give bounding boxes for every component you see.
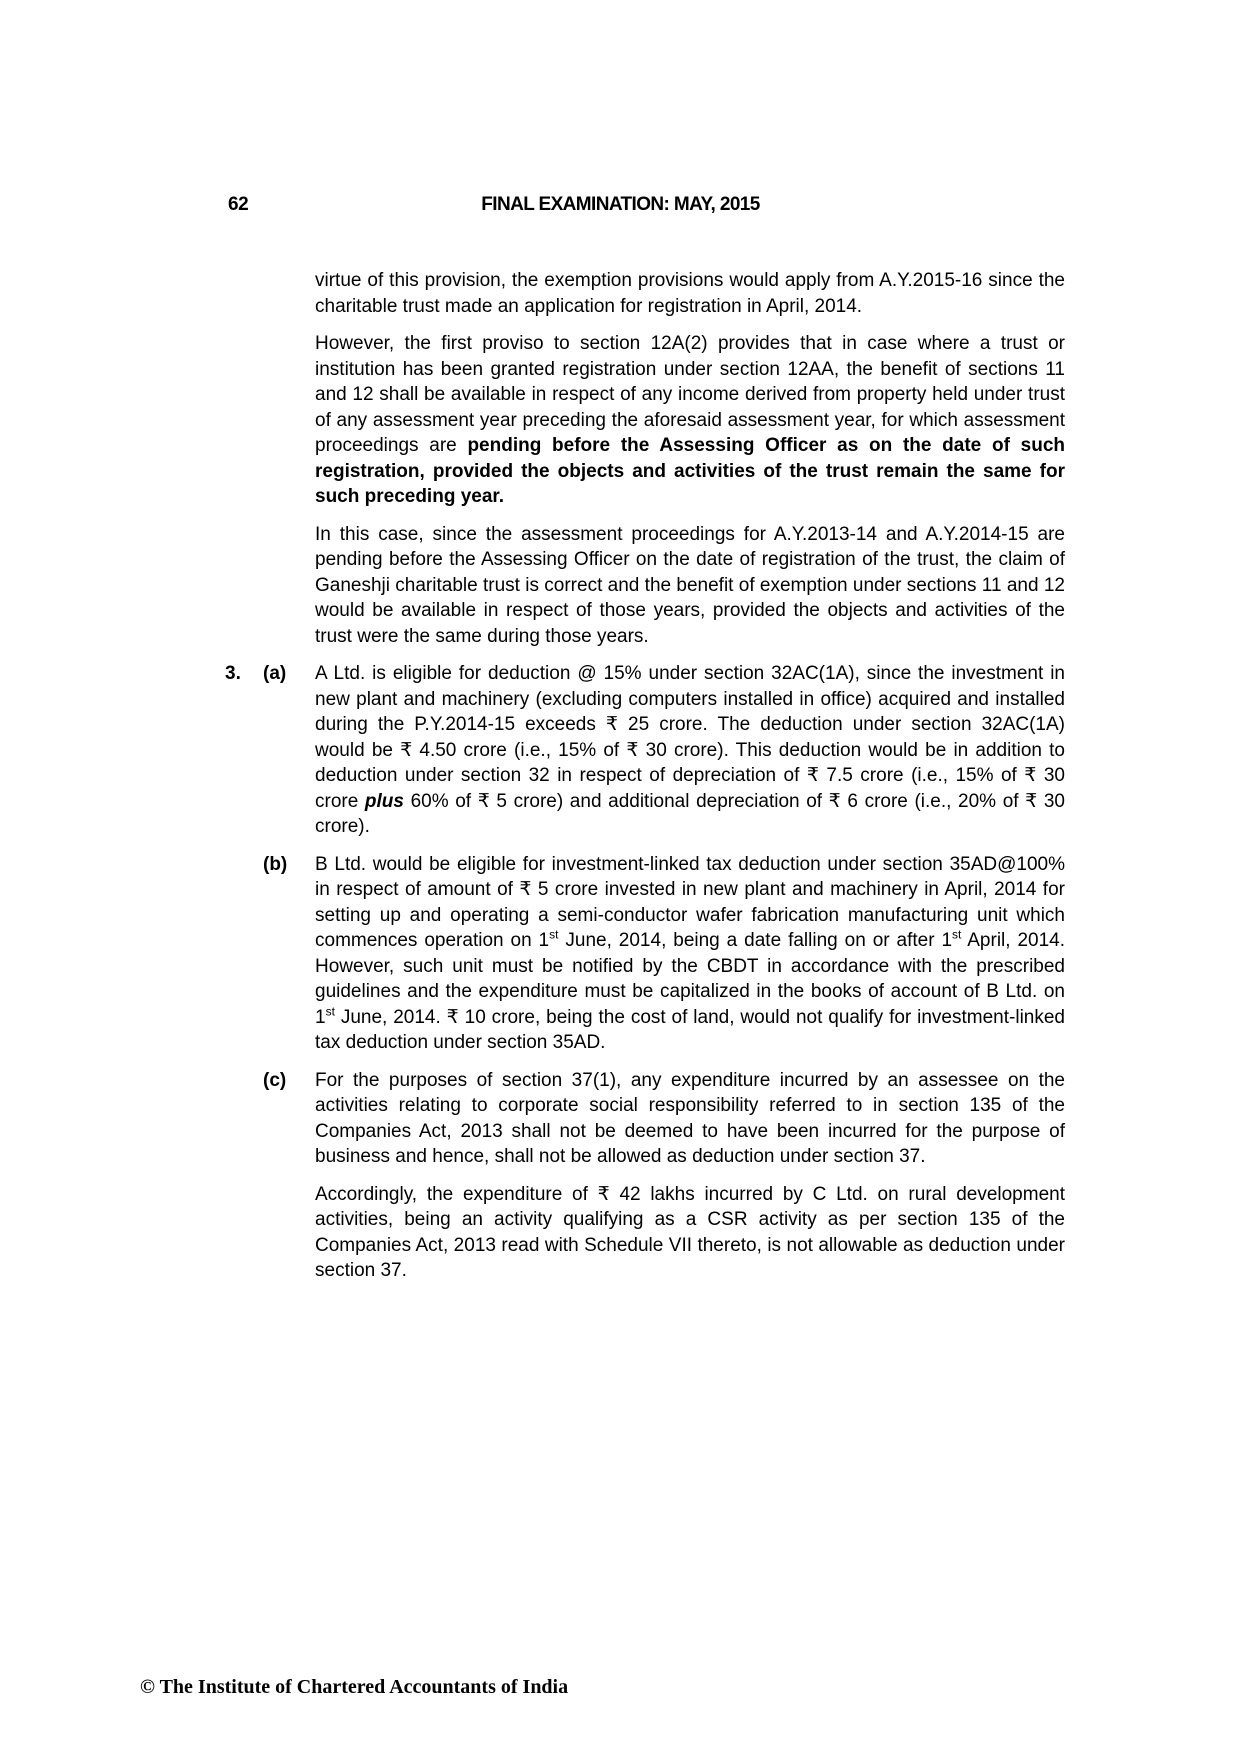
item-b-ordinal-2: st — [952, 927, 962, 942]
item-b-text-4: June, 2014. ₹ 10 crore, being the cost of land, would not qualify for investment-linked tax deduction under section 35AD. — [315, 1006, 1065, 1053]
item-a-text-2: 60% of ₹ 5 crore) and additional depreciation of ₹ 6 crore (i.e., 20% of ₹ 30 crore). — [315, 790, 1065, 837]
item-b-ordinal-3: st — [325, 1004, 335, 1019]
proviso-normal-text: However, the first proviso to section 12A(2) provides that in case where a trust or institution has been granted registration under section 12AA, the benefit of sections 11 and 12 shall be available in respect of any income derived from property held under trust of any assessment year preceding the aforesaid assessment year, for which assessment proceedings are — [315, 333, 1065, 456]
page-number: 62 — [228, 194, 249, 215]
item-b-marker: (b) — [263, 853, 288, 875]
copyright-footer: © The Institute of Chartered Accountants of India — [140, 1676, 569, 1698]
page-content — [225, 268, 1065, 1296]
question-number: 3. — [225, 663, 241, 684]
item-b-text-2: June, 2014, being a date falling on or after 1 — [558, 930, 953, 951]
page-header — [0, 194, 1241, 218]
item-b-body — [315, 852, 1065, 1056]
item-c-body — [315, 1068, 1065, 1284]
item-a-plus-word: plus — [364, 790, 404, 812]
item-b-ordinal-1: st — [549, 927, 559, 942]
item-b-text-1: B Ltd. would be eligible for investment-linked tax deduction under section 35AD@100% in respect of amount of ₹ 5 crore invested in new plant and machinery in April, 2014 for setting up and operating a semi-conductor wafer fabrication manufacturing unit which commences operation on 1 — [315, 853, 1065, 951]
answer-paragraph-proviso — [315, 331, 1065, 510]
item-c-number-spacer — [225, 1068, 263, 1284]
answer-paragraph-conclusion: In this case, since the assessment proceedings for A.Y.2013-14 and A.Y.2014-15 are pending before the Assessing Officer on the date of registration of the trust, the claim of Ganeshji charitable trust is correct and the benefit of exemption under sections 11 and 12 would be available in respect of those years, provided the objects and activities of the trust were the same during those years. — [315, 523, 1065, 647]
answer-paragraph-continuation: virtue of this provision, the exemption provisions would apply from A.Y.2015-16 since the charitable trust made an application for registration in April, 2014. — [315, 270, 1065, 317]
item-c-paragraph-2: Accordingly, the expenditure of ₹ 42 lakhs incurred by C Ltd. on rural development activities, being an activity qualifying as a CSR activity as per section 135 of the Companies Act, 2013 read with Schedule VII thereto, is not allowable as deduction under section 37. — [315, 1183, 1065, 1281]
header-title: FINAL EXAMINATION: MAY, 2015 — [481, 194, 760, 215]
question-3-item-a — [225, 661, 1065, 840]
question-3-item-b — [225, 852, 1065, 1056]
item-a-text-1: A Ltd. is eligible for deduction @ 15% under section 32AC(1A), since the investment in new plant and machinery (excluding computers installed in office) acquired and installed during the P.Y.2014-15 exceeds ₹ 25 crore. The deduction under section 32AC(1A) would be ₹ 4.50 crore (i.e., 15% of ₹ 30 crore). This deduction would be in addition to deduction under section 32 in respect of depreciation of ₹ 7.5 crore (i.e., 15% of ₹ 30 crore — [315, 663, 1065, 812]
item-c-paragraph-1: For the purposes of section 37(1), any expenditure incurred by an assessee on the activities relating to corporate social responsibility referred to in section 135 of the Companies Act, 2013 shall not be deemed to have been incurred for the purpose of business and hence, shall not be allowed as deduction under section 37. — [315, 1069, 1065, 1167]
item-b-number-spacer — [225, 852, 263, 1056]
item-a-marker: (a) — [263, 663, 287, 684]
proviso-bold-text: pending before the Assessing Officer as on the date of such registration, provided the objects and activities of the trust remain the same for such preceding year. — [315, 435, 1065, 507]
item-b-text-3: April, 2014. However, such unit must be notified by the CBDT in accordance with the prescribed guidelines and the expenditure must be capitalized in the books of account of B Ltd. on 1 — [315, 930, 1066, 1028]
item-a-body — [315, 661, 1065, 840]
item-c-marker: (c) — [263, 1069, 287, 1091]
question-3-item-c — [225, 1068, 1065, 1284]
